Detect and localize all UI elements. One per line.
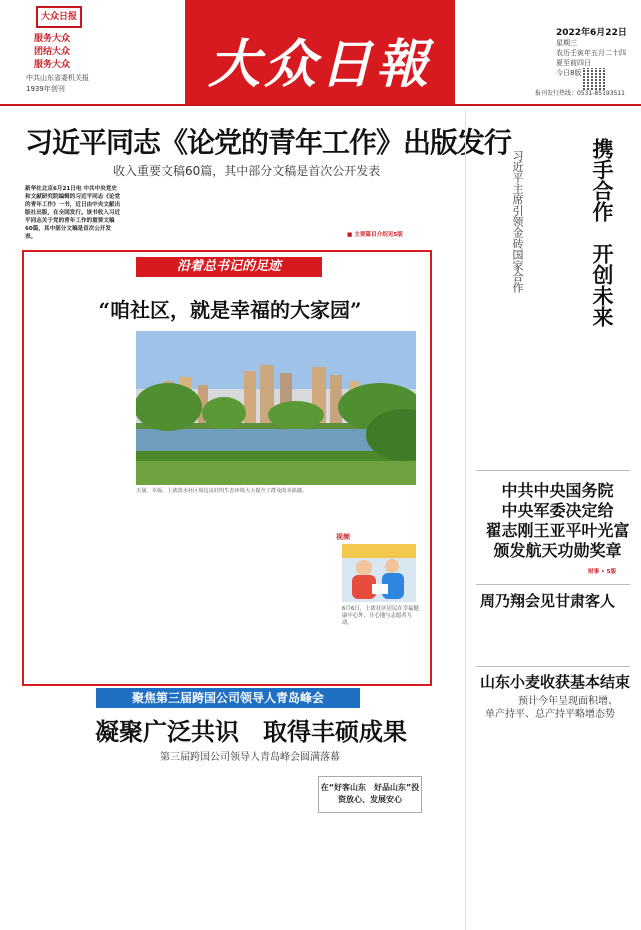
award-headline[interactable] — [480, 481, 635, 561]
date: 2022年6月22日 — [556, 28, 627, 38]
masthead-slogans — [34, 33, 70, 72]
meeting-text — [476, 610, 630, 660]
photo-caption: 天晟、幸福、上浓淡水社区周边良好的生态环境大大提升了群众的幸福感。 — [136, 488, 308, 494]
main-link[interactable]: ■ 主要篇目介绍见5版 — [347, 232, 403, 238]
small-photo-caption: 6月6日，上浓社区居民在幸福健康中心外，开心地与志愿者互动。 — [342, 606, 419, 626]
main-column-1 — [25, 185, 121, 245]
date-line-1: 农历壬寅年五月二十四 — [556, 49, 626, 57]
section-banner[interactable]: 聚焦第三届跨国公司领导人青岛峰会 — [96, 688, 360, 708]
newspaper-logo: 大众日报 — [36, 6, 82, 28]
slogan-2: 团结大众 — [34, 47, 71, 57]
phone-hint: 报刊发行热线：0531-85193511 — [535, 90, 625, 97]
vertical-subhead: 习近平主席引领金砖国家合作 — [511, 150, 524, 293]
award-line-3: 翟志刚王亚平叶光富 — [485, 521, 630, 540]
feature-column-2 — [136, 500, 232, 658]
wheat-headline[interactable]: 山东小麦收获基本结束 — [480, 673, 631, 691]
side-headline-box[interactable]: 在“好客山东 好品山东”投资放心、发展安心 — [318, 776, 422, 813]
masthead — [0, 0, 641, 106]
founded-line: 1939年创刊 — [26, 85, 65, 93]
feature-tag: 沿着总书记的足迹 — [136, 257, 322, 277]
main-column-3 — [223, 185, 319, 245]
lower-headline[interactable]: 凝聚广泛共识 取得丰硕成果 — [95, 717, 407, 746]
slogan-1: 服务大众 — [34, 34, 71, 44]
date-line-2: 夏至前四日 — [556, 59, 591, 67]
title-panel — [185, 0, 455, 104]
community-photo — [136, 331, 416, 485]
lower-subhead: 第三届跨国公司领导人青岛峰会圆满落幕 — [160, 752, 340, 763]
right-divider-3 — [476, 666, 630, 667]
newspaper-title: 大众日報 — [207, 34, 432, 95]
publisher-line: 中共山东省委机关报 — [26, 74, 89, 82]
main-column-text-1: 新华社北京6月21日电 中共中央党史和文献研究院编辑的习近平同志《论党的青年工作》一书，近日由中央文献出版社出版，在全国发行。该书收入习近平同志关于党的青年工作的重要文稿60篇，其中部分文稿是首次公开发表。 — [25, 186, 121, 240]
main-column-4 — [322, 185, 452, 245]
meeting-headline[interactable]: 周乃翔会见甘肃客人 — [480, 592, 616, 610]
vertical-headline[interactable]: 携手合作 开创未来 — [590, 138, 615, 327]
feature-headline[interactable]: “咱社区，就是幸福的大家园” — [98, 298, 362, 322]
date-line-3: 今日8版 — [556, 69, 582, 77]
vertical-headline-block — [505, 138, 617, 408]
qr-code-overlay — [583, 68, 605, 90]
feature-column-1 — [32, 332, 128, 657]
right-divider-2 — [476, 584, 630, 585]
community-photo-svg — [136, 331, 416, 485]
main-subhead: 收入重要文稿60篇，其中部分文稿是首次公开发表 — [113, 164, 381, 178]
weekday: 星期三 — [556, 39, 577, 47]
slogan-3: 服务大众 — [34, 60, 71, 70]
right-divider-1 — [476, 470, 630, 471]
volunteer-photo — [342, 544, 416, 602]
wheat-text — [476, 722, 630, 912]
lower-column-3 — [223, 770, 315, 923]
feature-box — [22, 250, 432, 686]
feature-column-3 — [238, 500, 330, 658]
main-headline[interactable]: 习近平同志《论党的青年工作》出版发行 — [25, 126, 512, 159]
left-meta — [26, 73, 89, 95]
wheat-subhead-1: 预计今年呈现面积增、 — [518, 696, 618, 707]
lower-column-4 — [318, 818, 422, 923]
award-line-4: 颁发航天功勋奖章 — [493, 541, 622, 560]
award-line-1: 中共中央国务院 — [501, 481, 614, 500]
lower-column-1 — [25, 770, 121, 923]
video-badge: 视频 — [336, 533, 350, 541]
lower-column-2 — [124, 770, 220, 923]
main-column-2 — [124, 185, 220, 245]
award-line-2: 中央军委决定给 — [501, 501, 614, 520]
wheat-subhead-2: 单产持平、总产持平略增态势 — [485, 709, 615, 720]
award-more-link[interactable]: 财事 • 5版 — [588, 569, 617, 575]
